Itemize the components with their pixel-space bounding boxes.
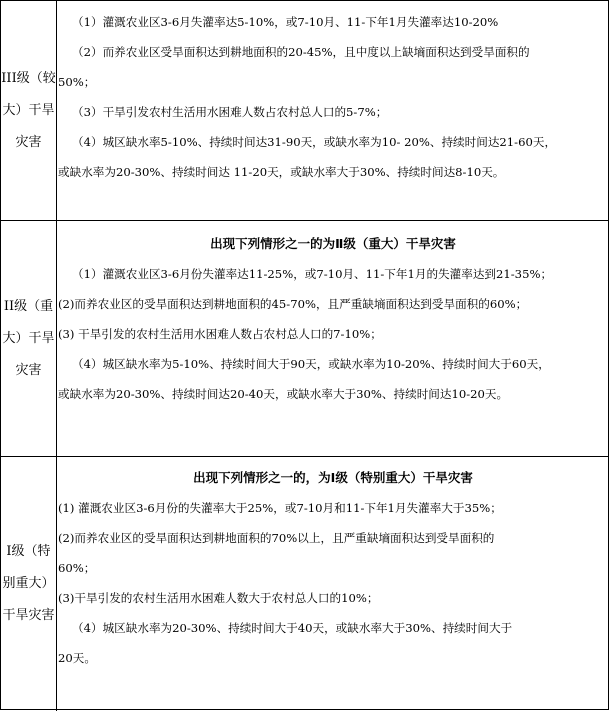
- criteria-line: 50%；: [58, 75, 96, 89]
- level-1-row: [1, 456, 608, 711]
- level-1-label: I级（特别重大）干旱灾害: [2, 544, 55, 623]
- level-3-label: III级（较大）干旱灾害: [1, 70, 56, 150]
- criteria-line: (1) 灌溉农业区3-6月份的失灌率大于25%，或7-10月和11-下年1月失灌率大于35%；: [58, 501, 502, 515]
- criteria-line: 60%；: [58, 561, 96, 575]
- level-2-criteria: [58, 221, 608, 457]
- criteria-line: (2)而养农业区的受旱面积达到耕地面积的45-70%，且严重缺墒面积达到受旱面积的60%；: [58, 297, 528, 311]
- level-3-label-cell: [1, 1, 57, 220]
- criteria-line: 或缺水率为20-30%、持续时间达20-40天，或缺水率大于30%、持续时间达10-20天。: [58, 387, 509, 401]
- level-2-label-cell: [1, 221, 57, 457]
- criteria-line: （4）城区缺水率为20-30%、持续时间大于40天，或缺水率大于30%、持续时间大于: [72, 621, 513, 635]
- criteria-line: 20天。: [58, 651, 96, 665]
- level-2-heading: 出现下列情形之一的为Ⅱ级（重大）干旱灾害: [210, 236, 456, 251]
- criteria-line: (2)而养农业区的受旱面积达到耕地面积的70%以上，且严重缺墒面积达到受旱面积的: [58, 531, 495, 545]
- level-1-criteria: [58, 457, 608, 711]
- criteria-line: （2）而养农业区受旱面积达到耕地面积的20-45%，且中度以上缺墒面积达到受旱面积的: [72, 45, 530, 59]
- level-3-criteria: [58, 1, 608, 220]
- level-1-heading: 出现下列情形之一的，为I级（特别重大）干旱灾害: [193, 470, 473, 485]
- criteria-line: (3)干旱引发的农村生活用水困难人数大于农村总人口的10%；: [58, 591, 379, 605]
- level-2-label: II级（重大）干旱灾害: [2, 299, 55, 378]
- criteria-line: （1）灌溉农业区3-6月失灌率达5-10%，或7-10月、11-下年1月失灌率达10-20%: [72, 15, 499, 29]
- criteria-line: 或缺水率为20-30%、持续时间达 11-20天，或缺水率大于30%、持续时间达8-10天。: [58, 165, 505, 179]
- criteria-line: （1）灌溉农业区3-6月份失灌率达11-25%，或7-10月、11-下年1月的失灌率达到21-35%；: [72, 267, 553, 281]
- criteria-line: （4）城区缺水率为5-10%、持续时间大于90天，或缺水率为10-20%、持续时间大于60天，: [72, 357, 550, 371]
- level-2-row: [1, 220, 608, 457]
- criteria-line: (3) 干旱引发的农村生活用水困难人数占农村总人口的7-10%；: [58, 327, 382, 341]
- level-3-row: [1, 1, 608, 220]
- criteria-line: （4）城区缺水率5-10%、持续时间达31-90天，或缺水率为10- 20%、持续时间达21-60天，: [72, 135, 557, 149]
- criteria-line: （3）干旱引发农村生活用水困难人数占农村总人口的5-7%；: [72, 105, 388, 119]
- level-1-label-cell: [1, 457, 57, 711]
